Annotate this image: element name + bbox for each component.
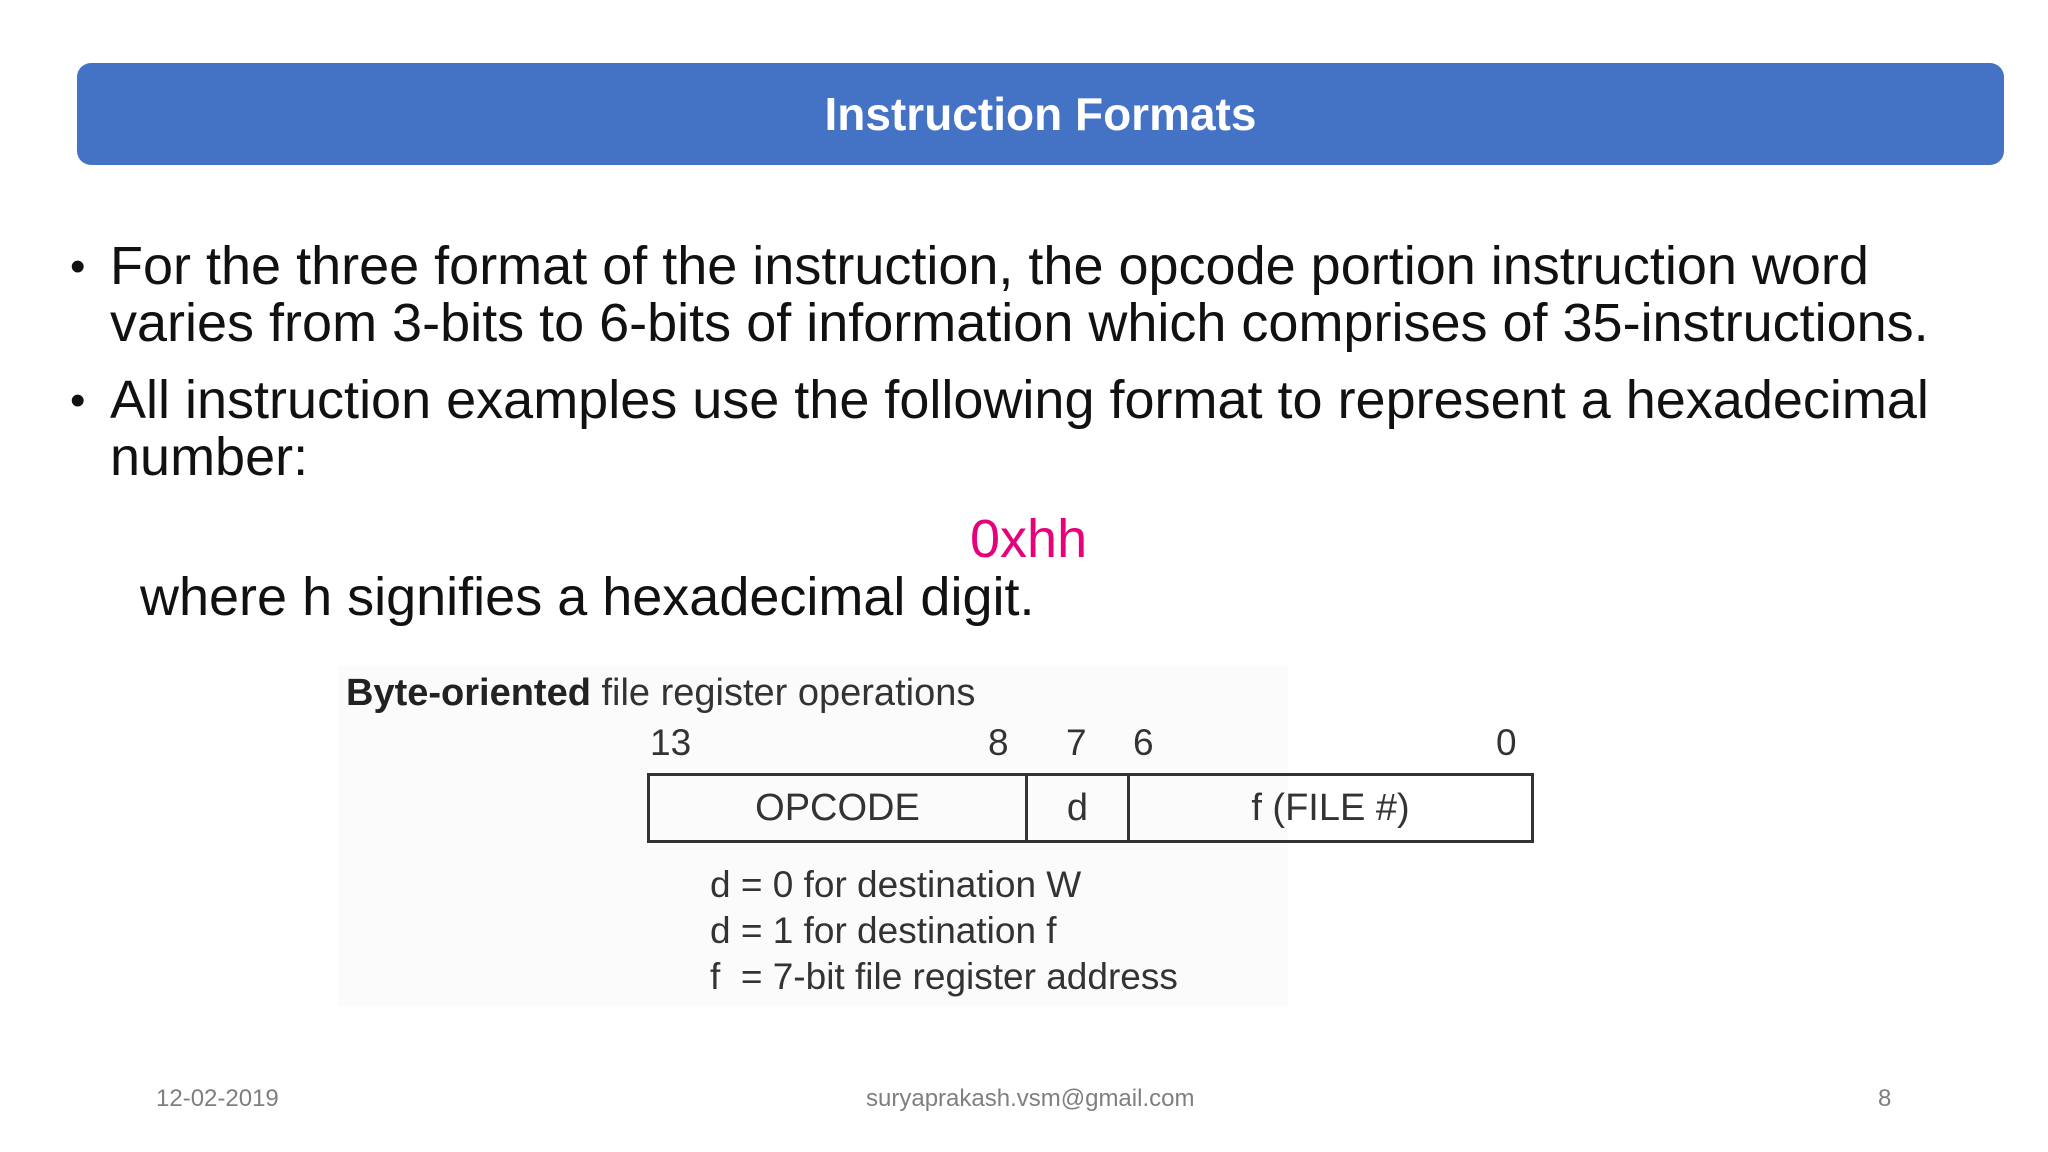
bullet-dot-icon: •: [70, 242, 86, 291]
bit-number-7: 7: [1066, 722, 1087, 763]
bit-number-13: 13: [650, 722, 692, 763]
figure-title-bold: Byte-oriented: [346, 672, 591, 714]
figure-title: [346, 672, 975, 715]
bullet-item: [70, 372, 2020, 486]
bit-number-0: 0: [1496, 722, 1517, 763]
instruction-format-figure: [338, 666, 1517, 1006]
opcode-field: OPCODE: [650, 776, 1028, 840]
hex-digit-note: where h signifies a hexadecimal digit.: [140, 567, 1035, 627]
footer-email: suryaprakash.vsm@gmail.com: [866, 1085, 1195, 1112]
bullet-text: All instruction examples use the following format to represent a hexadecimal number:: [110, 370, 1929, 487]
figure-legend: [710, 862, 1178, 1000]
bullet-item: [70, 238, 2020, 352]
figure-title-rest: file register operations: [590, 672, 976, 714]
legend-line: d = 0 for destination W: [710, 864, 1082, 905]
slide-title: Instruction Formats: [824, 88, 1257, 140]
bit-number-8: 8: [988, 722, 1009, 763]
footer-page-number: 8: [1878, 1085, 1892, 1112]
bullet-text: For the three format of the instruction, the opcode portion instruction word varies from 3-bits to 6-bits of information which comprises of 35-instructions.: [110, 236, 1929, 353]
destination-bit-field: d: [1028, 776, 1130, 840]
footer-date: 12-02-2019: [156, 1085, 279, 1112]
legend-line: d = 1 for destination f: [710, 910, 1057, 951]
register-layout: [647, 773, 1534, 843]
bit-number-6: 6: [1133, 722, 1154, 763]
legend-line: f = 7-bit file register address: [710, 956, 1178, 997]
hex-format-example: 0xhh: [970, 509, 1088, 569]
file-address-field: f (FILE #): [1251, 786, 1410, 829]
slide-title-bar: [77, 63, 2004, 165]
bullet-list: [70, 238, 2020, 506]
bullet-dot-icon: •: [70, 376, 86, 425]
